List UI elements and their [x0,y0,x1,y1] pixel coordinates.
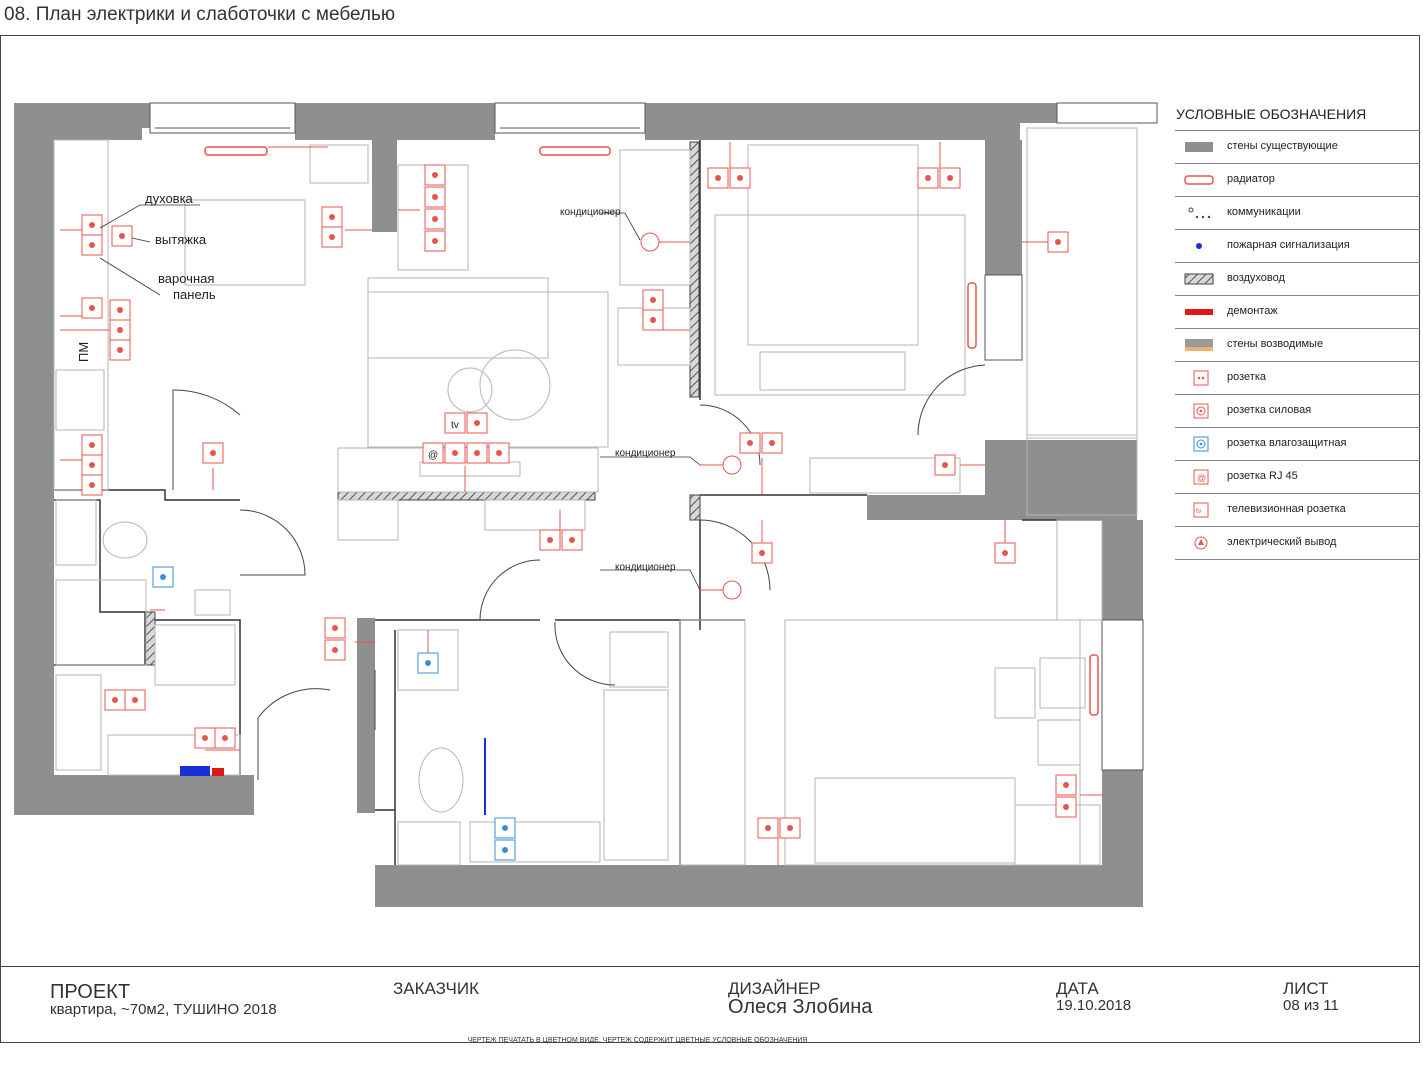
dishwasher-label: ПМ [76,341,91,362]
legend-label: электрический вывод [1227,536,1337,548]
tv-socket-label: tv [451,420,459,431]
legend-row [1175,527,1420,560]
wall-top-mid2 [645,103,1020,140]
utilities-icon [1183,205,1215,221]
date-label: ДАТА [1056,979,1099,998]
legend-row [1175,263,1420,296]
sheet-title: 08. План электрики и слаботочки с мебелью [4,4,396,25]
legend-label: телевизионная розетка [1227,503,1346,515]
wall-balcony-top [1020,103,1057,123]
annotation-leaders [100,205,700,590]
wall-column-1 [372,140,397,232]
wall-left-lower [14,500,54,815]
client-label: ЗАКАЗЧИК [393,979,480,998]
legend-row [1175,296,1420,329]
wall-right-col [985,440,1022,520]
sheet-label: ЛИСТ [1283,979,1329,998]
wall-corr [867,495,985,520]
legend-row [1175,164,1420,197]
wall-bottom-left [14,775,254,815]
legend-label: демонтаж [1227,305,1278,317]
wall-mid-lower [357,618,375,813]
wall-bottom-main [375,865,1143,907]
designer-value: Олеся Злобина [728,996,873,1018]
designer-label: ДИЗАЙНЕР [728,979,821,998]
tv-socket-icon [1183,502,1215,518]
legend-row [1175,197,1420,230]
legend-label: радиатор [1227,173,1275,185]
doors [173,365,985,780]
sheet-value: 08 из 11 [1283,997,1339,1014]
title-block [0,966,1420,1044]
wall-right-balcony [1022,440,1137,520]
svg-text:tv: tv [1196,508,1202,515]
project-value: квартира, ~70м2, ТУШИНО 2018 [50,1001,277,1018]
new-walls [145,142,700,665]
ac-label-3: кондиционер [615,562,676,573]
rj45-socket-label: @ [428,450,439,461]
demolition-mark [180,766,210,776]
legend-label: стены возводимые [1227,338,1324,350]
wall-top-mid1 [295,103,495,140]
print-note: ЧЕРТЕЖ ПЕЧАТАТЬ В ЦВЕТНОМ ВИДЕ, ЧЕРТЕЖ СОДЕРЖИТ ЦВЕТНЫЕ УСЛОВНЫЕ ОБОЗНАЧЕНИЯ [467,1037,808,1044]
hob-label-1: варочная [158,271,215,286]
wall-right-lower2 [1102,770,1143,907]
fire-alarm-icon [1183,238,1215,254]
ac-label-1: кондиционер [560,207,621,218]
legend-label: розетка RJ 45 [1227,470,1298,482]
legend-label: стены существующие [1227,140,1338,152]
legend-label: пожарная сигнализация [1227,239,1350,251]
legend-row [1175,428,1420,461]
air-duct-icon [1183,271,1215,287]
waterproof-sockets [153,567,515,860]
legend-row [1175,461,1420,494]
wall-right-upper [985,140,1022,275]
legend-row [1175,494,1420,527]
rj45-socket-icon [1183,469,1215,485]
date-value: 19.10.2018 [1056,997,1132,1014]
radiator-icon [1183,172,1215,188]
legend-row [1175,131,1420,164]
power-socket-icon [1183,403,1215,419]
legend-row [1175,230,1420,263]
legend-label: розетка [1227,371,1266,383]
electric-outlet-icon [1183,535,1215,551]
demolition-red [212,768,224,776]
legend-label: розетка силовая [1227,404,1312,416]
legend-row [1175,329,1420,362]
legend-title: УСЛОВНЫЕ ОБОЗНАЧЕНИЯ [1176,106,1367,122]
new-wall-icon [1183,337,1215,353]
legend [1175,130,1420,560]
waterproof-socket-icon [1183,436,1215,452]
oven-label: духовка [145,191,193,206]
existing-walls [14,103,1143,907]
legend-label: розетка влагозащитная [1227,437,1347,449]
legend-label: коммуникации [1227,206,1301,218]
legend-row [1175,395,1420,428]
hood-label: вытяжка [155,232,207,247]
project-label: ПРОЕКТ [50,981,131,1003]
existing-wall-icon [1183,139,1215,155]
hob-label-2: панель [173,287,216,302]
svg-text:@: @ [1197,473,1207,483]
demolition-icon [1183,304,1215,320]
legend-label: воздуховод [1227,272,1285,284]
socket-icon [1183,370,1215,386]
legend-row [1175,362,1420,395]
ac-label-2: кондиционер [615,448,676,459]
